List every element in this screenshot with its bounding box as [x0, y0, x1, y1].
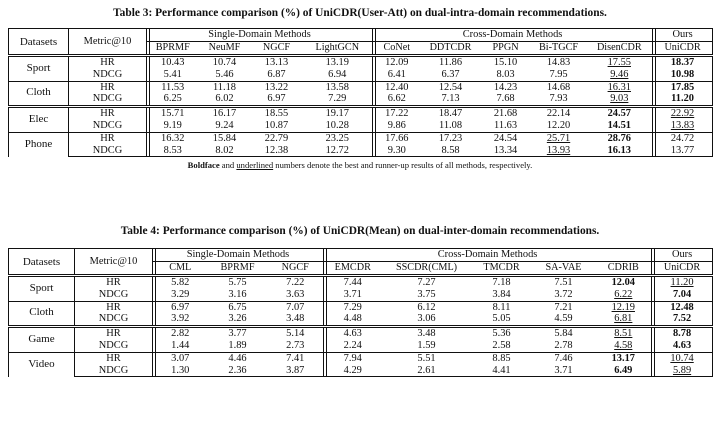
metric-header: Metric@10	[69, 29, 147, 56]
table3	[8, 28, 713, 157]
table-cell: 9.46	[610, 68, 629, 80]
method-header: UniCDR	[653, 42, 713, 56]
table-cell: 11.18	[199, 81, 251, 93]
table-cell: 10.43	[147, 56, 199, 69]
table-cell: 2.78	[554, 339, 573, 351]
table-cell: 18.37	[653, 56, 713, 69]
table-cell: 15.71	[147, 107, 199, 120]
table-cell: 7.93	[549, 93, 568, 105]
metric-label: NDCG	[75, 313, 153, 326]
table-cell: 13.17	[596, 352, 652, 364]
table-cell: 17.23	[421, 132, 481, 144]
table-cell: 7.27	[382, 276, 472, 289]
table-cell: 16.13	[587, 145, 653, 157]
table-cell: 4.58	[614, 339, 633, 351]
dataset-name: Video	[9, 352, 75, 377]
table-cell: 8.02	[199, 145, 251, 157]
table-cell: 2.82	[153, 327, 208, 340]
table-cell: 6.02	[215, 93, 234, 105]
table-cell: 7.22	[268, 276, 324, 289]
table-cell: 12.54	[421, 81, 481, 93]
table-cell: 9.30	[373, 145, 421, 157]
table-cell: 5.46	[215, 68, 234, 80]
datasets-header: Datasets	[9, 29, 69, 56]
method-header: UniCDR	[652, 262, 713, 276]
table-cell: 4.41	[472, 365, 532, 377]
method-header: DisenCDR	[596, 42, 642, 53]
table-cell: 22.14	[531, 107, 587, 120]
table-cell: 3.63	[286, 288, 305, 300]
dataset-name: Elec	[9, 107, 69, 133]
table-cell: 2.58	[492, 339, 511, 351]
table-cell: 10.74	[652, 352, 713, 364]
table-cell: 15.84	[199, 132, 251, 144]
method-header: PPGN	[492, 42, 519, 53]
table-cell: 11.63	[494, 119, 518, 131]
table-cell: 18.55	[251, 107, 303, 120]
table-cell: 16.17	[199, 107, 251, 120]
table-cell: 9.03	[610, 93, 629, 105]
table-cell: 1.44	[153, 340, 208, 352]
table-cell: 1.30	[153, 365, 208, 377]
table-cell: 7.46	[532, 352, 596, 364]
table-cell: 3.71	[532, 365, 596, 377]
table-cell: 2.61	[382, 365, 472, 377]
table-cell: 7.18	[472, 276, 532, 289]
table-row	[9, 327, 713, 340]
table-cell: 1.89	[228, 339, 247, 351]
table-row	[9, 145, 713, 157]
table-cell: 5.14	[268, 327, 324, 340]
table-cell: 7.68	[496, 93, 515, 105]
table-cell: 10.98	[653, 69, 713, 81]
table-cell: 4.48	[324, 313, 382, 326]
table4-block	[8, 224, 712, 377]
table-cell: 4.29	[324, 365, 382, 377]
table-cell: 6.22	[614, 288, 633, 300]
method-header: SSCDR(CML)	[395, 262, 458, 273]
table-cell: 3.48	[286, 313, 305, 325]
metric-label: HR	[69, 107, 147, 120]
table-cell: 11.20	[653, 93, 713, 106]
dataset-name: Game	[9, 327, 75, 353]
table-cell: 7.41	[268, 352, 324, 364]
metric-label: HR	[69, 81, 147, 93]
table-cell: 6.25	[147, 93, 199, 106]
table-row	[9, 340, 713, 352]
table-cell: 12.04	[596, 276, 652, 289]
table-cell: 7.21	[532, 301, 596, 313]
table-cell: 2.73	[286, 339, 305, 351]
table-cell: 14.23	[481, 81, 531, 93]
table-cell: 14.51	[607, 119, 631, 131]
table-row	[9, 313, 713, 326]
table-cell: 5.82	[153, 276, 208, 289]
table-cell: 13.83	[653, 120, 713, 132]
method-header: LightGCN	[315, 42, 360, 53]
metric-label: NDCG	[75, 289, 153, 301]
table-cell: 11.08	[439, 119, 463, 131]
ours-group-header: Ours	[652, 249, 713, 262]
table-cell: 4.63	[324, 327, 382, 340]
metric-label: HR	[75, 352, 153, 364]
table-cell: 12.20	[546, 119, 571, 131]
table-cell: 6.49	[596, 365, 652, 377]
metric-label: NDCG	[75, 340, 153, 352]
table-cell: 13.93	[531, 145, 587, 157]
method-header: NeuMF	[208, 42, 241, 53]
table-cell: 4.46	[208, 352, 268, 364]
table-cell: 23.25	[303, 132, 373, 144]
table-row	[9, 276, 713, 289]
table-cell: 17.66	[373, 132, 421, 144]
table-cell: 3.87	[268, 365, 324, 377]
table-cell: 8.78	[652, 327, 713, 340]
method-header: CDRIB	[607, 262, 639, 273]
table-row	[9, 352, 713, 364]
table-row	[9, 365, 713, 377]
table-cell: 6.37	[441, 68, 460, 80]
table-cell: 6.87	[267, 68, 286, 80]
table-cell: 8.58	[421, 145, 481, 157]
metric-label: HR	[69, 132, 147, 144]
table-cell: 3.16	[228, 288, 247, 300]
table-cell: 3.84	[492, 288, 511, 300]
table-cell: 13.58	[303, 81, 373, 93]
method-header: BPRMF	[147, 42, 199, 56]
table4	[8, 248, 713, 377]
table-cell: 19.17	[303, 107, 373, 120]
table-cell: 15.10	[481, 56, 531, 69]
table-cell: 4.59	[554, 313, 573, 325]
dataset-name: Sport	[9, 56, 69, 82]
table-cell: 17.22	[373, 107, 421, 120]
table-cell: 6.62	[373, 93, 421, 106]
table-cell: 12.38	[251, 145, 303, 157]
table-cell: 2.36	[208, 365, 268, 377]
table-cell: 24.72	[653, 132, 713, 144]
table-row	[9, 120, 713, 132]
table-cell: 12.48	[652, 301, 713, 313]
method-header: CoNet	[373, 42, 421, 56]
table-row	[9, 81, 713, 93]
single-domain-group-header: Single-Domain Methods	[153, 249, 324, 262]
table-cell: 24.57	[587, 107, 653, 120]
metric-header: Metric@10	[75, 249, 153, 276]
table-cell: 7.04	[652, 289, 713, 301]
table-cell: 9.19	[147, 120, 199, 132]
table-cell: 9.86	[373, 120, 421, 132]
metric-label: NDCG	[69, 120, 147, 132]
table-cell: 5.84	[532, 327, 596, 340]
table-cell: 8.51	[596, 327, 652, 340]
table-cell: 7.51	[532, 276, 596, 289]
table-cell: 3.07	[153, 352, 208, 364]
table-cell: 5.51	[382, 352, 472, 364]
table-cell: 28.76	[587, 132, 653, 144]
table-cell: 3.06	[417, 313, 436, 325]
dataset-name: Sport	[9, 276, 75, 302]
method-header: Bi-TGCF	[539, 42, 579, 53]
table-cell: 7.44	[324, 276, 382, 289]
table-cell: 12.40	[373, 81, 421, 93]
table-cell: 8.11	[472, 301, 532, 313]
table-cell: 3.72	[554, 288, 573, 300]
single-domain-group-header: Single-Domain Methods	[147, 29, 373, 42]
method-header: DDTCDR	[429, 42, 472, 53]
table-row	[9, 56, 713, 69]
table3-footnote	[8, 160, 712, 171]
metric-label: NDCG	[69, 69, 147, 81]
table-cell: 14.83	[531, 56, 587, 69]
table-cell: 7.52	[652, 313, 713, 326]
method-header: TMCDR	[483, 262, 520, 273]
metric-label: NDCG	[75, 365, 153, 377]
table-cell: 4.63	[652, 340, 713, 352]
table-cell: 11.53	[147, 81, 199, 93]
metric-label: NDCG	[69, 145, 147, 157]
table-cell: 24.54	[481, 132, 531, 144]
metric-label: HR	[75, 327, 153, 340]
dataset-name: Phone	[9, 132, 69, 157]
table-cell: 6.97	[267, 93, 286, 105]
table-cell: 6.41	[373, 69, 421, 81]
table-cell: 12.72	[303, 145, 373, 157]
table-cell: 3.77	[208, 327, 268, 340]
table3-block	[8, 6, 712, 171]
metric-label: HR	[75, 276, 153, 289]
note-boldface: Boldface	[187, 160, 220, 171]
dataset-name: Cloth	[9, 301, 75, 327]
table-cell: 6.97	[153, 301, 208, 313]
method-header: SA-VAE	[545, 262, 582, 273]
table-cell: 8.53	[147, 145, 199, 157]
table-cell: 6.81	[614, 313, 633, 325]
table-cell: 6.12	[382, 301, 472, 313]
table-cell: 13.34	[481, 145, 531, 157]
table-cell: 5.89	[652, 365, 713, 377]
table-cell: 13.19	[303, 56, 373, 69]
table-cell: 16.32	[147, 132, 199, 144]
cross-domain-group-header: Cross-Domain Methods	[373, 29, 653, 42]
table-cell: 3.26	[228, 313, 247, 325]
table-cell: 22.92	[653, 107, 713, 120]
table-cell: 5.41	[147, 69, 199, 81]
table-cell: 3.75	[417, 288, 436, 300]
table-row	[9, 132, 713, 144]
table-row	[9, 69, 713, 81]
table-cell: 5.05	[492, 313, 511, 325]
note-and: and	[219, 160, 237, 171]
note-underlined: underlined	[236, 160, 274, 171]
table-cell: 21.68	[481, 107, 531, 120]
datasets-header: Datasets	[9, 249, 75, 276]
table-cell: 11.20	[652, 276, 713, 289]
method-header: EMCDR	[324, 262, 382, 276]
table-cell: 3.48	[382, 327, 472, 340]
table-cell: 3.71	[324, 289, 382, 301]
metric-label: HR	[69, 56, 147, 69]
table-cell: 13.22	[251, 81, 303, 93]
table-cell: 8.85	[472, 352, 532, 364]
table-cell: 6.94	[328, 68, 347, 80]
table-cell: 12.19	[596, 301, 652, 313]
table-cell: 8.03	[496, 68, 515, 80]
table4-caption: Table 4: Performance comparison (%) of UniCDR(Mean) on dual-inter-domain recommendations.	[120, 225, 600, 237]
metric-label: HR	[75, 301, 153, 313]
table-cell: 14.68	[531, 81, 587, 93]
table-cell: 25.71	[531, 132, 587, 144]
table-cell: 3.92	[153, 313, 208, 326]
table-cell: 13.13	[251, 56, 303, 69]
table-row	[9, 107, 713, 120]
table3-caption: Table 3: Performance comparison (%) of UniCDR(User-Att) on dual-intra-domain recommendations.	[113, 7, 607, 19]
table-cell: 18.47	[421, 107, 481, 120]
method-header: BPRMF	[220, 262, 255, 273]
table-cell: 5.36	[472, 327, 532, 340]
table-cell: 12.09	[373, 56, 421, 69]
table-cell: 5.75	[208, 276, 268, 289]
table-cell: 3.29	[153, 289, 208, 301]
table-cell: 11.86	[421, 56, 481, 69]
table-row	[9, 301, 713, 313]
note-rest: numbers denote the best and runner-up results of all methods, respectively.	[273, 160, 533, 171]
table-cell: 7.29	[328, 93, 347, 105]
table-cell: 7.13	[441, 93, 460, 105]
metric-label: NDCG	[69, 93, 147, 106]
table-row	[9, 289, 713, 301]
table-cell: 7.07	[268, 301, 324, 313]
table-cell: 17.85	[653, 81, 713, 93]
cross-domain-group-header: Cross-Domain Methods	[324, 249, 652, 262]
table-cell: 7.95	[549, 68, 568, 80]
table-cell: 2.24	[324, 340, 382, 352]
table-row	[9, 93, 713, 106]
table-cell: 1.59	[417, 339, 436, 351]
table-cell: 16.31	[587, 81, 653, 93]
table-cell: 9.24	[215, 119, 234, 131]
ours-group-header: Ours	[653, 29, 713, 42]
table-cell: 22.79	[251, 132, 303, 144]
method-header: CML	[153, 262, 208, 276]
dataset-name: Cloth	[9, 81, 69, 107]
table-cell: 7.29	[324, 301, 382, 313]
table-cell: 10.28	[325, 119, 349, 131]
table-cell: 13.77	[653, 145, 713, 157]
table-cell: 10.87	[264, 119, 289, 131]
table-cell: 6.75	[208, 301, 268, 313]
table-cell: 17.55	[587, 56, 653, 69]
method-header: NGCF	[281, 262, 309, 273]
table-cell: 7.94	[324, 352, 382, 364]
table-cell: 10.74	[199, 56, 251, 69]
method-header: NGCF	[262, 42, 291, 53]
